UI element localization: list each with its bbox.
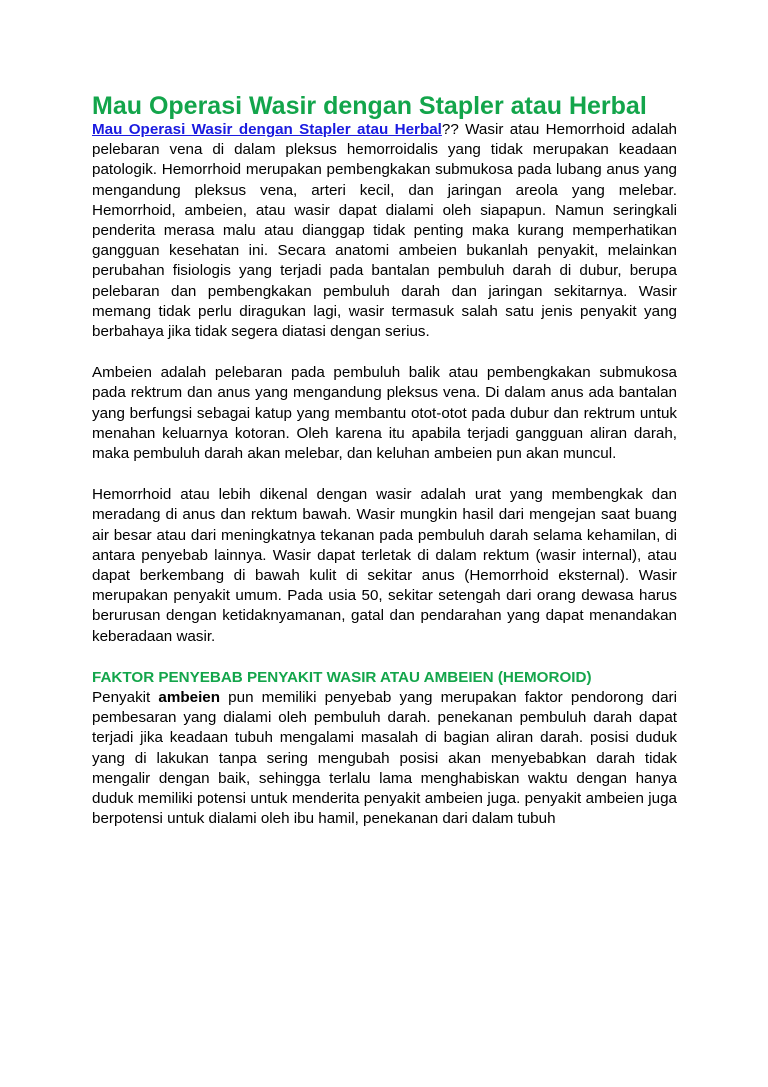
paragraph-causes xyxy=(92,688,677,829)
paragraph-hemorrhoid-description: Hemorrhoid atau lebih dikenal dengan wasir adalah urat yang membengkak dan meradang di anus dan rektum bawah. Wasir mungkin hasil dari mengejan saat buang air besar atau dari meningkatnya tekanan pada pembuluh darah selama kehamilan, di antara penyebab lainnya. Wasir dapat terletak di dalam rektum (wasir internal), atau dapat berkembang di bawah kulit di sekitar anus (Hemorrhoid eksternal). Wasir merupakan penyakit umum. Pada usia 50, sekitar setengah dari orang dewasa harus berurusan dengan ketidaknyamanan, gatal dan pendarahan yang dapat menandakan keberadaan wasir. xyxy=(92,486,677,645)
paragraph-causes-text: pun memiliki penyebab yang merupakan faktor pendorong dari pembesaran yang dialami oleh pembuluh darah. penekanan pembuluh darah dapat terjadi jika keadaan tubuh mengalami masalah di bagian aliran darah. posisi duduk yang di lakukan tanpa sering mengubah posisi akan menyebabkan darah tidak mengalir dengan baik, sehingga terlalu lama menghabiskan waktu dengan hanya duduk memiliki potensi untuk menderita penyakit ambeien juga. penyakit ambeien juga berpotensi untuk dialami oleh ibu hamil, penekanan dari dalam tubuh xyxy=(92,689,677,828)
article-body xyxy=(92,92,677,830)
paragraph-ambeien-definition: Ambeien adalah pelebaran pada pembuluh balik atau pembengkakan submukosa pada rektrum dan anus yang mengandung pleksus vena. Di dalam anus ada bantalan yang berfungsi sebagai katup yang membantu otot-otot pada dubur dan rektrum untuk menahan keluarnya kotoran. Oleh karena itu apabila terjadi gangguan aliran darah, maka pembuluh darah akan melebar, dan keluhan ambeien pun akan muncul. xyxy=(92,364,677,463)
article-title: Mau Operasi Wasir dengan Stapler atau Herbal xyxy=(92,92,647,120)
paragraph-causes-prefix: Penyakit xyxy=(92,689,159,707)
keyword-ambeien: ambeien xyxy=(158,689,221,707)
paragraph-intro-text: ?? Wasir atau Hemorrhoid adalah pelebaran vena di dalam pleksus hemorroidalis yang tidak merupakan keadaan patologik. Hemorrhoid merupakan pembengkakan submukosa pada lubang anus yang mengandung pleksus vena, arteri kecil, dan jaringan areola yang melebar. Hemorrhoid, ambeien, atau wasir dapat dialami oleh siapapun. Namun seringkali penderita merasa malu atau dianggap tidak penting maka kurang memperhatikan gangguan kesehatan ini. Secara anatomi ambeien bukanlah penyakit, melainkan perubahan fisiologis yang terjadi pada bantalan pembuluh darah di dubur, berupa pelebaran dan pembengkakan pembuluh darah dan jaringan sekitarnya. Wasir memang tidak perlu diragukan lagi, wasir termasuk salah satu jenis penyakit yang berbahaya jika tidak segera diatasi dengan serius. xyxy=(92,121,677,341)
section-heading-causes: FAKTOR PENYEBAB PENYAKIT WASIR ATAU AMBEIEN (HEMOROID) xyxy=(92,668,592,686)
title-link[interactable]: Mau Operasi Wasir dengan Stapler atau Herbal xyxy=(92,121,442,138)
paragraph-intro xyxy=(92,120,677,342)
